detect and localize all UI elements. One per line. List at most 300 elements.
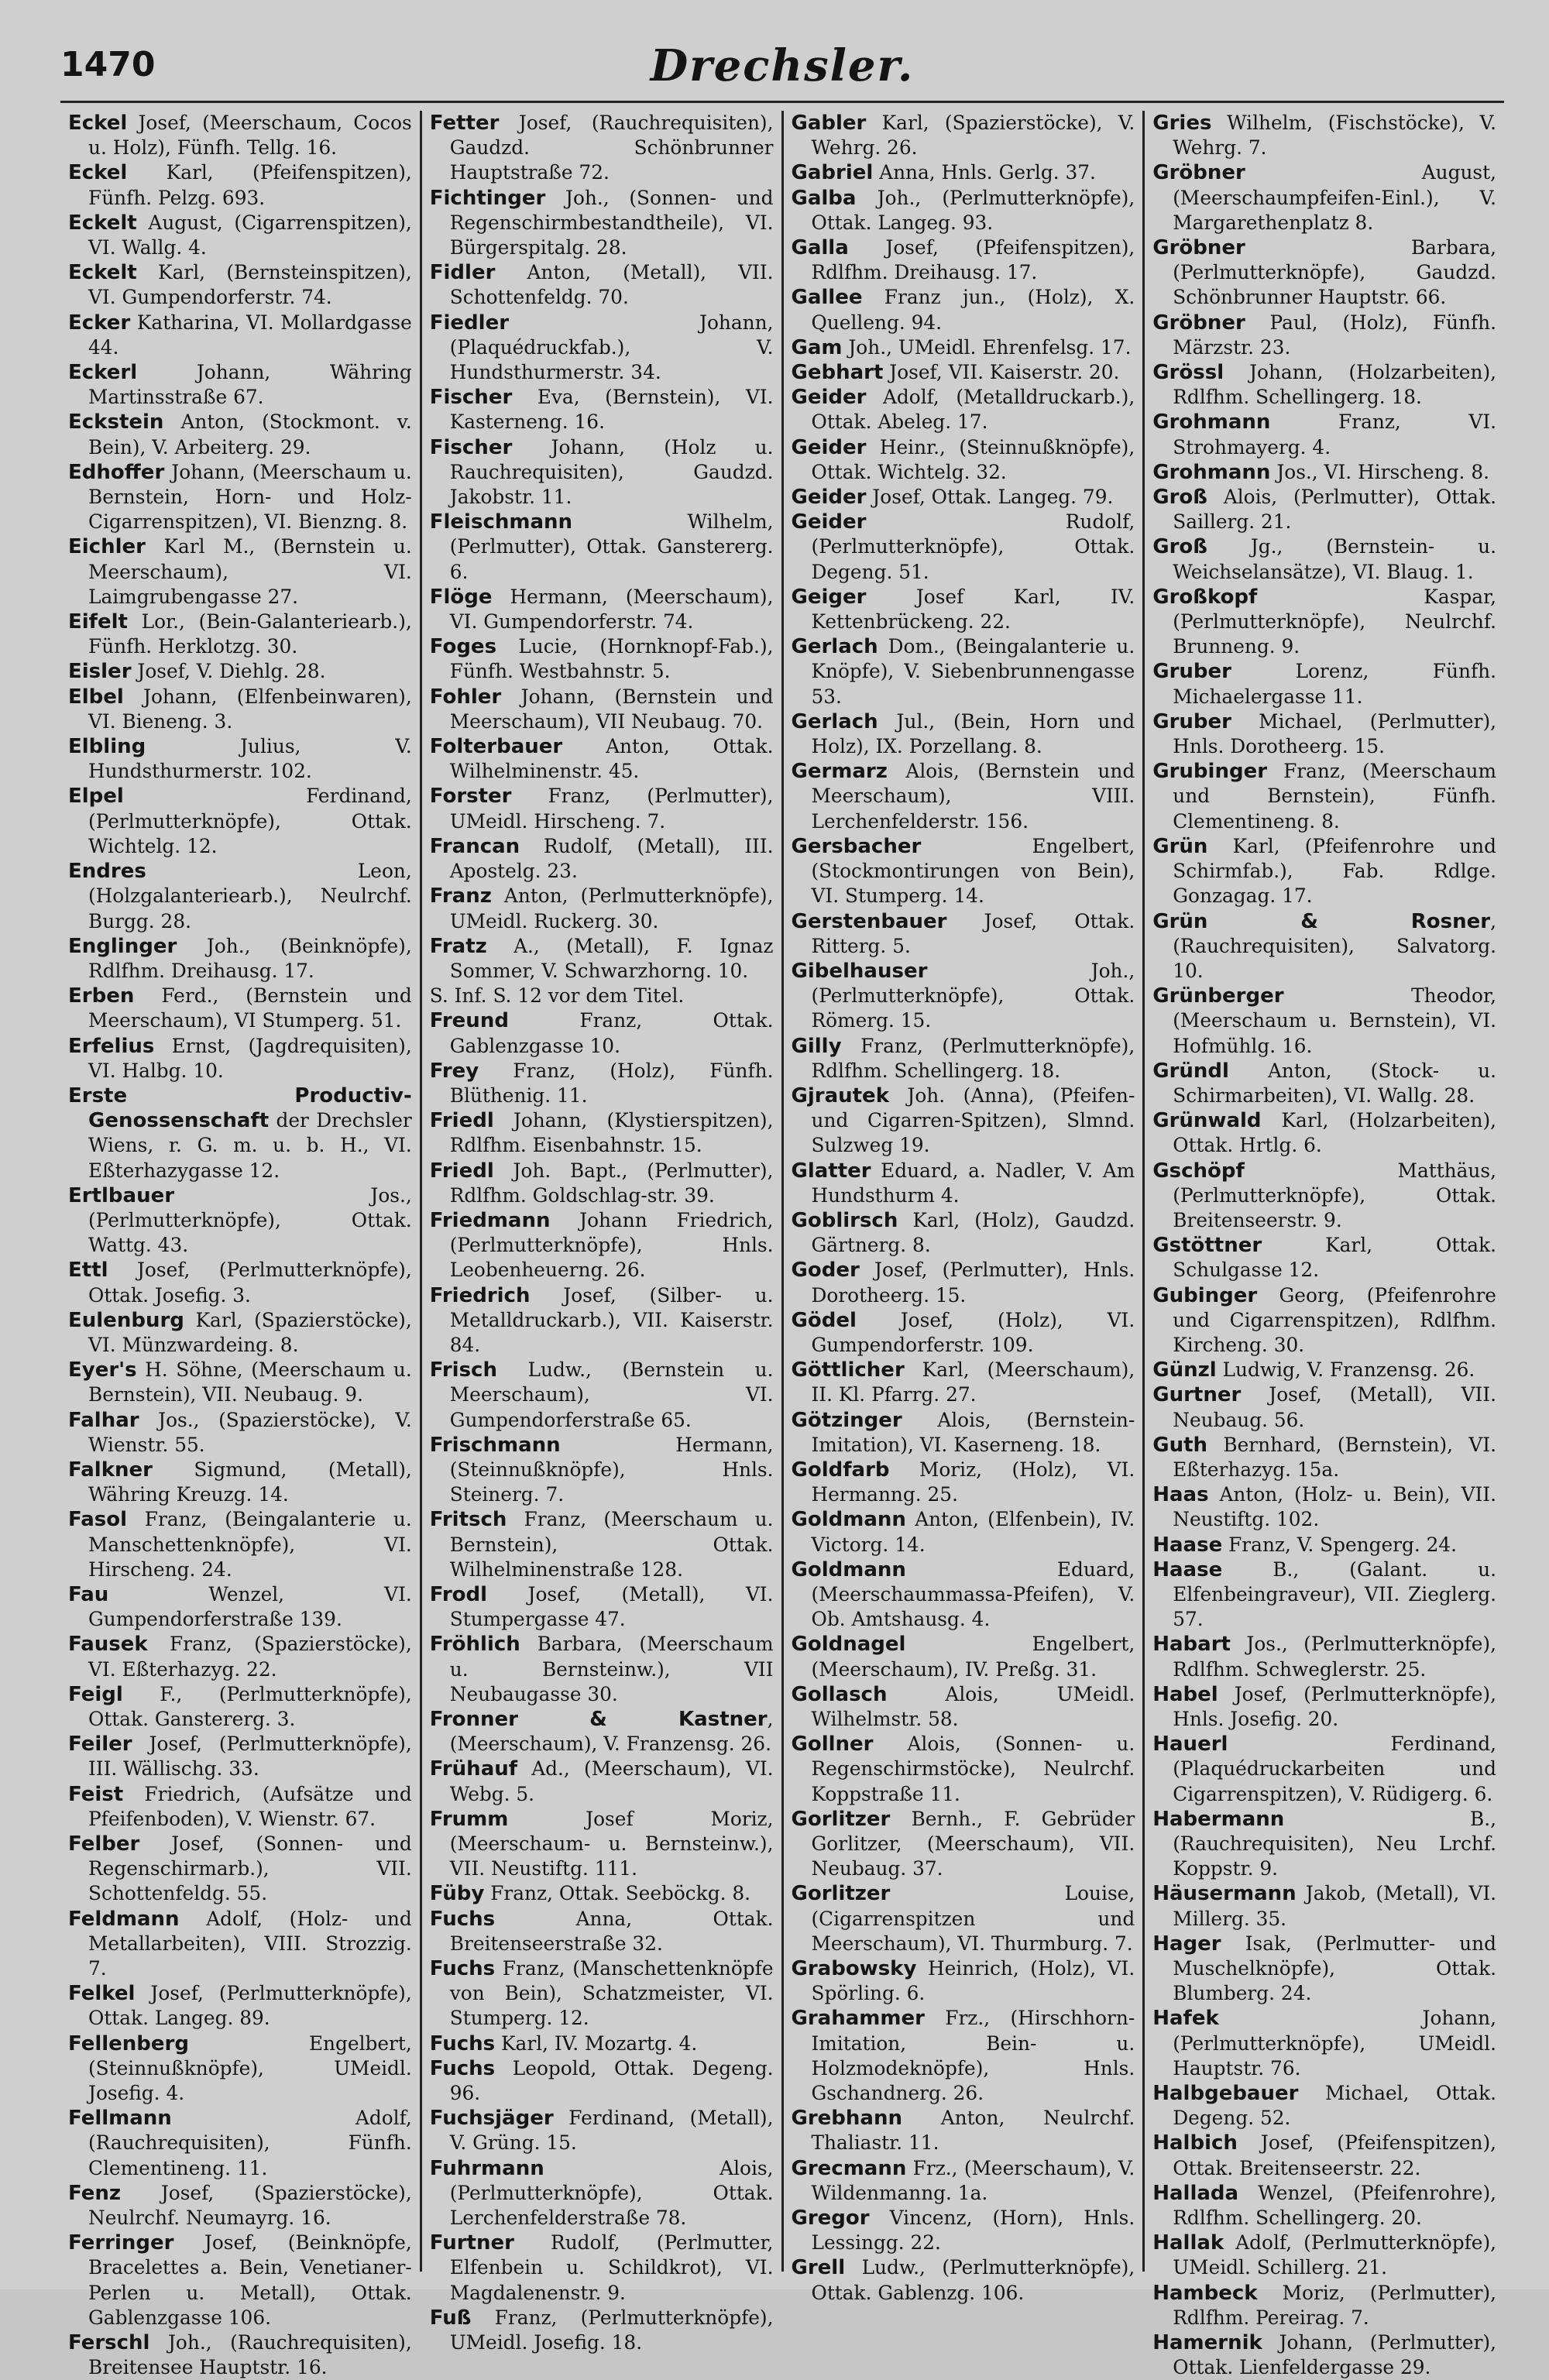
entry-details: Joh., (Perlmutterknöpfe), Ottak. Römerg. 15. <box>811 959 1135 1032</box>
directory-entry <box>792 1732 1135 1807</box>
entry-details: Franz jun., (Holz), X. Quelleng. 94. <box>811 286 1135 334</box>
entry-name: Gabriel <box>791 161 874 185</box>
entry-details: Johann, (Holzarbeiten), Rdlfhm. Schellingerg. 18. <box>1173 361 1496 409</box>
entry-name: Gollasch <box>791 1682 888 1706</box>
entry-name: Elpel <box>68 785 124 809</box>
entry-name: Fuchs <box>429 1957 496 1981</box>
directory-entry <box>430 634 774 684</box>
entry-name: Goblirsch <box>791 1208 898 1232</box>
entry-name: Friedmann <box>429 1208 551 1232</box>
entry-name: Ecker <box>68 311 131 335</box>
directory-entry <box>68 2031 412 2107</box>
entry-details: Josef Moriz, (Meerschaum- u. Bernsteinw.), VII. Neustiftg. 111. <box>449 1807 774 1880</box>
directory-entry <box>68 1582 412 1632</box>
directory-entry <box>68 685 412 734</box>
directory-entry <box>68 1408 412 1458</box>
entry-name: Gjrautek <box>791 1084 889 1108</box>
directory-entry <box>1152 2131 1496 2180</box>
entry-details: Karl, IV. Mozartg. 4. <box>495 2031 698 2055</box>
entry-name: Habart <box>1152 1633 1231 1657</box>
entry-details: Josef, Ottak. Ritterg. 5. <box>811 909 1135 957</box>
directory-entry <box>1152 1108 1496 1158</box>
entry-details: Moriz, (Perlmutter), Rdlfhm. Pereirag. 7. <box>1173 2281 1496 2329</box>
directory-entry <box>1152 834 1496 909</box>
entry-name: Habermann <box>1152 1807 1285 1831</box>
entry-name: Eifelt <box>68 610 128 634</box>
entry-details: , (Meerschaum), V. Franzensg. 26. <box>449 1708 774 1756</box>
directory-entry <box>430 2106 774 2155</box>
directory-entry <box>1152 160 1496 235</box>
column-1 <box>60 111 420 2379</box>
entry-details: Ludw., (Perlmutterknöpfe), Ottak. Gablenzg. 106. <box>811 2256 1135 2304</box>
directory-entry <box>68 1907 412 1982</box>
directory-entry <box>430 311 774 386</box>
directory-entry <box>68 2106 412 2181</box>
entry-details: Josef, VII. Kaiserstr. 20. <box>883 361 1120 384</box>
entry-name: Eisler <box>68 660 132 684</box>
entry-details: Isak, (Perlmutter- und Muschelknöpfe), Ottak. Blumberg. 24. <box>1173 1932 1496 2005</box>
entry-name: Großkopf <box>1152 585 1258 609</box>
entry-name: Halbich <box>1152 2131 1238 2155</box>
entry-name: Frey <box>429 1059 479 1083</box>
entry-details: Jos., VI. Hirscheng. 8. <box>1270 460 1489 483</box>
entry-details: Jos., (Perlmutterknöpfe), Ottak. Wattg. 43. <box>88 1183 412 1257</box>
entry-name: Groß <box>1152 486 1207 510</box>
entry-details: Moriz, (Holz), VI. Hermanng. 25. <box>811 1458 1135 1506</box>
entry-name: Haase <box>1152 1557 1223 1582</box>
directory-entry <box>1152 659 1496 709</box>
directory-entry <box>1152 235 1496 311</box>
entry-name: Fiedler <box>429 311 510 335</box>
entry-name: Eckstein <box>68 410 164 434</box>
entry-name: Hallak <box>1152 2231 1224 2255</box>
entry-name: Goldfarb <box>791 1458 890 1482</box>
directory-entry <box>68 360 412 410</box>
directory-entry <box>1152 1632 1496 1681</box>
entry-name: Eckerl <box>68 361 138 385</box>
entry-details: Rudolf, (Metall), III. Apostelg. 23. <box>449 834 774 883</box>
entry-name: Geiger <box>791 585 867 609</box>
directory-entry <box>792 2206 1135 2255</box>
directory-entry <box>792 1084 1135 1159</box>
directory-entry <box>68 2231 412 2330</box>
entry-name: Ertlbauer <box>68 1183 175 1207</box>
entry-name: Endres <box>68 860 146 884</box>
entry-details: Joh. (Anna), (Pfeifen- und Cigarren-Spitzen), Slmnd. Sulzweg 19. <box>811 1084 1135 1157</box>
entry-details: der Drechsler Wiens, r. G. m. u. b. H., VI. Eßterhazygasse 12. <box>88 1109 412 1182</box>
entry-name: Fuchs <box>429 2056 496 2080</box>
entry-details: Joh. Bapt., (Perlmutter), Rdlfhm. Goldschlag-str. 39. <box>449 1159 774 1207</box>
entry-name: Grössl <box>1152 361 1224 385</box>
entry-name: Felber <box>68 1832 140 1856</box>
entry-details: Georg, (Pfeifenrohre und Cigarrenspitzen), Rdlfhm. Kircheng. 30. <box>1173 1283 1496 1356</box>
entry-details: Franz, VI. Strohmayerg. 4. <box>1173 410 1496 458</box>
entry-name: Geider <box>791 435 867 459</box>
column-4 <box>1142 111 1504 2379</box>
entry-name: Hallada <box>1152 2181 1239 2205</box>
directory-entry <box>792 759 1135 834</box>
entry-details: H. Söhne, (Meerschaum u. Bernstein), VII. Neubaug. 9. <box>88 1358 412 1406</box>
entry-name: Gorlitzer <box>791 1882 891 1906</box>
directory-entry <box>1152 909 1496 984</box>
entry-details: Alois, (Sonnen- u. Regenschirmstöcke), Neulrchf. Koppstraße 11. <box>811 1733 1135 1805</box>
entry-name: Hafek <box>1152 2007 1219 2031</box>
entry-name: Fau <box>68 1582 109 1606</box>
directory-entry <box>430 834 774 884</box>
directory-entry <box>792 1557 1135 1633</box>
directory-entry <box>430 2231 774 2306</box>
directory-entry <box>792 909 1135 959</box>
entry-name: Grell <box>791 2256 846 2280</box>
entry-name: Geider <box>791 386 867 410</box>
entry-name: Günzl <box>1152 1358 1217 1382</box>
entry-details: Lor., (Bein-Galanteriearb.), Fünfh. Herklotzg. 30. <box>88 610 412 658</box>
directory-entry <box>792 585 1135 634</box>
directory-entry <box>430 1159 774 1208</box>
entry-name: Galla <box>791 236 849 260</box>
entry-name: Felkel <box>68 1982 136 2006</box>
directory-entry <box>1152 984 1496 1059</box>
directory-entry <box>430 111 774 186</box>
entry-name: Fritsch <box>429 1508 507 1532</box>
entry-details: Josef, (Rauchrequisiten), Gaudzd. Schönbrunner Hauptstraße 72. <box>449 112 774 184</box>
entry-details: Adolf, (Metalldruckarb.), Ottak. Abeleg. 17. <box>811 386 1135 434</box>
column-2 <box>420 111 781 2354</box>
entry-name: Göttlicher <box>791 1358 905 1382</box>
entry-name: Friedl <box>429 1159 494 1183</box>
directory-entry <box>430 1008 774 1058</box>
directory-entry <box>68 734 412 784</box>
entry-name: Fellmann <box>68 2107 172 2131</box>
entry-name: Grubinger <box>1152 760 1268 784</box>
directory-entry <box>792 1034 1135 1084</box>
entry-details: Katharina, VI. Mollardgasse 44. <box>88 311 412 359</box>
entry-details: Franz, V. Spengerg. 24. <box>1222 1533 1458 1556</box>
directory-entry <box>430 934 774 984</box>
entry-details: Jg., (Bernstein- u. Weichselansätze), VI. Blaug. 1. <box>1173 535 1496 583</box>
entry-name: Grabowsky <box>791 1957 917 1981</box>
entry-name: Gabler <box>791 112 867 135</box>
entry-name: Eckelt <box>68 211 137 235</box>
entry-details: Rudolf, (Perlmutter, Elfenbein u. Schildkrot), VI. Magdalenenstr. 9. <box>449 2231 774 2304</box>
entry-details: Johann, (Bernstein und Meerschaum), VII Neubaug. 70. <box>449 685 774 733</box>
entry-name: Gröbner <box>1152 161 1245 185</box>
entry-details: Engelbert, (Stockmontirungen von Bein), VI. Stumperg. 14. <box>811 834 1135 908</box>
directory-entry <box>1152 534 1496 584</box>
directory-entry <box>68 934 412 984</box>
entry-details: Ernst, (Jagdrequisiten), VI. Halbg. 10. <box>88 1034 412 1082</box>
page-title: Drechsler. <box>650 40 915 91</box>
directory-entry <box>792 435 1135 485</box>
entry-details: Ferdinand, (Perlmutterknöpfe), Ottak. Wichtelg. 12. <box>88 785 412 857</box>
entry-details: Anton, (Elfenbein), IV. Victorg. 14. <box>811 1508 1135 1556</box>
entry-details: Eva, (Bernstein), VI. Kasterneng. 16. <box>449 386 774 434</box>
directory-entry <box>1152 1059 1496 1108</box>
entry-details: Alois, (Perlmutter), Ottak. Saillerg. 21. <box>1173 486 1496 534</box>
directory-entry <box>430 1059 774 1108</box>
entry-details: Anton, (Stock- u. Schirmarbeiten), VI. Wallg. 28. <box>1173 1059 1496 1107</box>
entry-name: Grünberger <box>1152 984 1284 1008</box>
entry-name: Hamernik <box>1152 2331 1262 2355</box>
entry-name: Elbling <box>68 735 146 759</box>
entry-name: Götzinger <box>791 1408 902 1432</box>
entry-details: Johann, (Klystierspitzen), Rdlfhm. Eisenbahnstr. 15. <box>449 1109 774 1157</box>
entry-details: Barbara, (Meerschaum u. Bernsteinw.), VII Neubaugasse 30. <box>449 1633 774 1705</box>
directory-entry <box>68 1258 412 1307</box>
directory-entry <box>1152 1482 1496 1532</box>
entry-details: , (Rauchrequisiten), Salvatorg. 10. <box>1173 909 1496 982</box>
entry-details: Josef, (Metall), VII. Neubaug. 56. <box>1173 1383 1496 1431</box>
directory-entry <box>430 734 774 784</box>
entry-name: Fuchs <box>429 1907 496 1931</box>
directory-entry <box>792 709 1135 759</box>
entry-details: Hermann, (Steinnußknöpfe), Hnls. Steinerg. 7. <box>449 1433 774 1506</box>
entry-name: Eckel <box>68 112 128 135</box>
entry-details: Alois, (Perlmutterknöpfe), Ottak. Lerchenfelderstraße 78. <box>449 2156 774 2230</box>
entry-details: Karl, (Holzarbeiten), Ottak. Hrtlg. 6. <box>1173 1109 1496 1157</box>
entry-details: Johann, (Perlmutterknöpfe), UMeidl. Hauptstr. 76. <box>1173 2007 1496 2079</box>
entry-details: August, (Cigarrenspitzen), VI. Wallg. 4. <box>88 211 412 259</box>
directory-entry <box>68 160 412 210</box>
entry-details: Johann, Währing Martinsstraße 67. <box>88 361 412 409</box>
entry-name: Gallee <box>791 286 863 310</box>
entry-name: Fischer <box>429 386 513 410</box>
directory-entry <box>792 160 1135 185</box>
entry-name: Gibelhauser <box>791 959 928 983</box>
entry-name: Haase <box>1152 1533 1223 1557</box>
entry-details: Heinr., (Steinnußknöpfe), Ottak. Wichtelg. 32. <box>811 435 1135 483</box>
entry-details: Karl, (Holz), Gaudzd. Gärtnerg. 8. <box>811 1208 1135 1257</box>
entry-details: Eduard, (Meerschaummassa-Pfeifen), V. Ob. Amtshausg. 4. <box>811 1557 1135 1631</box>
entry-details: Josef, (Holz), VI. Gumpendorferstr. 109. <box>811 1308 1135 1356</box>
entry-details: Ferd., (Bernstein und Meerschaum), VI Stumperg. 51. <box>88 984 412 1032</box>
directory-entry <box>430 2306 774 2355</box>
directory-entry <box>1152 1932 1496 2007</box>
entry-details: Josef, (Perlmutterknöpfe), III. Wällischg. 33. <box>88 1733 412 1781</box>
entry-details: Friedrich, (Aufsätze und Pfeifenboden), V. Wienstr. 67. <box>88 1782 412 1830</box>
directory-entry <box>68 2330 412 2380</box>
directory-entry <box>1152 2081 1496 2131</box>
entry-name: Gorlitzer <box>791 1807 891 1831</box>
entry-name: Falhar <box>68 1408 139 1432</box>
entry-name: Freund <box>429 1009 509 1033</box>
entry-details: Wenzel, (Pfeifenrohre), Rdlfhm. Schellingerg. 20. <box>1173 2181 1496 2230</box>
directory-entry <box>792 1881 1135 1956</box>
directory-entry <box>1152 460 1496 485</box>
directory-entry <box>68 859 412 934</box>
entry-details: Joh., (Perlmutterknöpfe), Ottak. Langeg. 93. <box>811 186 1135 234</box>
directory-entry <box>792 634 1135 709</box>
entry-details: Joh., (Sonnen- und Regenschirmbestandtheile), VI. Bürgerspitalg. 28. <box>449 186 774 259</box>
directory-entry <box>68 1308 412 1358</box>
directory-entry <box>1152 1807 1496 1882</box>
entry-details: Franz, (Beingalanterie u. Manschettenknöpfe), VI. Hirscheng. 24. <box>88 1508 412 1581</box>
entry-details: Frz., (Hirschhorn-Imitation, Bein- u. Holzmodeknöpfe), Hnls. Gschandnerg. 26. <box>811 2007 1135 2105</box>
entry-details: Franz, (Meerschaum u. Bernstein), Ottak. Wilhelminenstraße 128. <box>449 1508 774 1581</box>
entry-details: Josef, (Metall), VI. Stumpergasse 47. <box>449 1582 774 1631</box>
entry-details: Ludw., (Bernstein u. Meerschaum), VI. Gumpendorferstraße 65. <box>449 1358 774 1431</box>
entry-details: Frz., (Meerschaum), V. Wildenmanng. 1a. <box>811 2156 1135 2204</box>
directory-entry <box>792 385 1135 434</box>
entry-details: Ludwig, V. Franzensg. 26. <box>1216 1358 1475 1382</box>
directory-entry <box>792 2156 1135 2206</box>
entry-name: Glatter <box>791 1159 871 1183</box>
entry-details: Kaspar, (Perlmutterknöpfe), Neulrchf. Brunneng. 9. <box>1173 585 1496 658</box>
entry-name: Eichler <box>68 535 146 559</box>
directory-entry <box>68 534 412 610</box>
entry-details: Josef, (Pfeifenspitzen), Ottak. Breitenseerstr. 22. <box>1173 2131 1496 2179</box>
entry-name: Gries <box>1152 112 1212 135</box>
entry-details: Karl, (Pfeifenrohre und Schirmfab.), Fab. Rdlge. Gonzagag. 17. <box>1173 834 1496 908</box>
directory-entry <box>430 884 774 933</box>
entry-details: Josef, (Beinknöpfe, Bracelettes a. Bein, Venetianer-Perlen u. Metall), Ottak. Gablenzgasse 106. <box>88 2231 412 2329</box>
entry-details: August, (Meerschaumpfeifen-Einl.), V. Margarethenplatz 8. <box>1173 161 1496 234</box>
directory-entry <box>68 1084 412 1183</box>
entry-name: Galba <box>791 186 857 210</box>
entry-details: Anton, (Holz- u. Bein), VII. Neustiftg. 102. <box>1173 1483 1496 1531</box>
entry-name: Furtner <box>429 2231 514 2255</box>
entry-details: B., (Galant. u. Elfenbeingraveur), VII. Zieglerg. 57. <box>1173 1557 1496 1631</box>
directory-entry <box>68 1034 412 1084</box>
directory-entry <box>430 1881 774 1906</box>
directory-entry <box>68 211 412 260</box>
directory-entry <box>792 360 1135 385</box>
entry-name: Fischer <box>429 435 513 459</box>
entry-name: Edhoffer <box>68 460 165 484</box>
entry-name: Folterbauer <box>429 735 563 759</box>
directory-entry <box>792 1956 1135 2006</box>
entry-details: Johann, (Holz u. Rauchrequisiten), Gaudzd. Jakobstr. 11. <box>449 435 774 509</box>
entry-details: Josef, (Perlmutterknöpfe), Ottak. Josefig. 3. <box>88 1259 412 1307</box>
entry-name: Grün <box>1152 834 1208 858</box>
entry-name: Gründl <box>1152 1059 1229 1083</box>
directory-entry <box>68 311 412 360</box>
entry-details: Franz, (Perlmutterknöpfe), UMeidl. Josefig. 18. <box>449 2306 774 2354</box>
entry-details: Bernh., F. Gebrüder Gorlitzer, (Meerschaum), VII. Neubaug. 37. <box>811 1807 1135 1880</box>
entry-name: Hauerl <box>1152 1733 1228 1757</box>
directory-entry <box>430 2156 774 2231</box>
directory-entry <box>792 510 1135 585</box>
directory-entry <box>430 1433 774 1508</box>
directory-entry <box>430 385 774 434</box>
directory-entry <box>430 1807 774 1882</box>
directory-entry <box>792 2106 1135 2155</box>
directory-entry <box>430 510 774 585</box>
entry-details: Josef, (Perlmutterknöpfe), Hnls. Josefig. 20. <box>1173 1682 1496 1730</box>
entry-name: Gröbner <box>1152 311 1245 335</box>
entry-name: Gebhart <box>791 361 884 385</box>
entry-name: Hambeck <box>1152 2281 1258 2305</box>
directory-entry <box>1152 1283 1496 1358</box>
directory-entry <box>792 1807 1135 1882</box>
directory-entry <box>1152 1533 1496 1557</box>
directory-entry <box>430 435 774 510</box>
entry-name: Fuchsjäger <box>429 2107 554 2131</box>
entry-details: Karl, (Meerschaum), II. Kl. Pfarrg. 27. <box>811 1358 1135 1406</box>
entry-name: Grün & Rosner <box>1152 909 1491 933</box>
entry-details: Wenzel, VI. Gumpendorferstraße 139. <box>88 1582 412 1631</box>
column-3 <box>781 111 1143 2304</box>
entry-details: Alois, (Bernstein und Meerschaum), VIII. Lerchenfelderstr. 156. <box>811 760 1135 833</box>
directory-entry <box>1152 585 1496 660</box>
directory-entry <box>430 260 774 310</box>
entry-name: Fenz <box>68 2181 121 2205</box>
entry-name: Guth <box>1152 1433 1208 1457</box>
directory-entry <box>430 1632 774 1707</box>
entry-name: Grohmann <box>1152 460 1271 484</box>
directory-entry <box>1152 1682 1496 1732</box>
entry-name: Halbgebauer <box>1152 2082 1299 2106</box>
directory-entry <box>792 1208 1135 1258</box>
directory-entry <box>68 1981 412 2031</box>
entry-details: Josef, (Silber- u. Metalldruckarb.), VII. Kaiserstr. 84. <box>449 1283 774 1356</box>
entry-name: Erfelius <box>68 1034 155 1058</box>
entry-details: Louise, (Cigarrenspitzen und Meerschaum), VI. Thurmburg. 7. <box>811 1882 1135 1955</box>
directory-entry <box>1152 2330 1496 2380</box>
entry-name: Goldnagel <box>791 1633 906 1657</box>
entry-name: Elbel <box>68 685 124 709</box>
entry-name: Grebhann <box>791 2107 902 2131</box>
directory-entry <box>1152 410 1496 459</box>
entry-details: Leopold, Ottak. Degeng. 96. <box>449 2056 774 2105</box>
entry-details: Ferdinand, (Metall), V. Grüng. 15. <box>449 2107 774 2155</box>
entry-name: Erben <box>68 984 135 1008</box>
entry-name: Gollner <box>791 1733 874 1757</box>
entry-name: Feiler <box>68 1733 132 1757</box>
entry-name: Groß <box>1152 535 1207 559</box>
entry-details: Franz, (Perlmutterknöpfe), Rdlfhm. Schellingerg. 18. <box>811 1034 1135 1082</box>
entry-name: Gruber <box>1152 709 1231 733</box>
directory-entry <box>68 1458 412 1507</box>
page-number: 1470 <box>60 45 156 84</box>
entry-name: Fuß <box>429 2306 472 2330</box>
directory-entry <box>1152 1881 1496 1931</box>
entry-details: F., (Perlmutterknöpfe), Ottak. Ganstererg. 3. <box>88 1682 412 1730</box>
entry-details: Anton, Neulrchf. Thaliastr. 11. <box>811 2107 1135 2155</box>
directory-entry <box>792 1408 1135 1458</box>
entry-name: Eyer's <box>68 1358 137 1382</box>
entry-name: Fohler <box>429 685 502 709</box>
entry-details: Paul, (Holz), Fünfh. Märzstr. 23. <box>1173 311 1496 359</box>
directory-entry <box>430 1757 774 1806</box>
entry-name: Grohmann <box>1152 410 1271 434</box>
directory-entry <box>68 1358 412 1407</box>
entry-details: B., (Rauchrequisiten), Neu Lrchf. Koppstr. 9. <box>1173 1807 1496 1880</box>
entry-name: Geider <box>791 510 867 534</box>
entry-details: Franz, (Holz), Fünfh. Blüthenig. 11. <box>449 1059 774 1107</box>
entry-name: Fidler <box>429 261 496 285</box>
directory-entry <box>792 235 1135 285</box>
directory-entry <box>430 1507 774 1582</box>
entry-details: Johann, (Elfenbeinwaren), VI. Bieneng. 3. <box>88 685 412 733</box>
entry-details: Karl, (Spazierstöcke), V. Wehrg. 26. <box>811 112 1135 160</box>
entry-name: Gregor <box>791 2207 870 2231</box>
directory-entry <box>1152 1382 1496 1432</box>
directory-entry <box>792 111 1135 160</box>
entry-details: Anton, Ottak. Wilhelminenstr. 45. <box>449 735 774 783</box>
entry-details: Franz, (Meerschaum und Bernstein), Fünfh. Clementineng. 8. <box>1173 760 1496 833</box>
entry-name: Grünwald <box>1152 1109 1262 1133</box>
directory-entry <box>430 685 774 734</box>
entry-details: Franz, (Spazierstöcke), VI. Eßterhazyg. 22. <box>88 1633 412 1681</box>
directory-entry <box>430 1582 774 1632</box>
entry-name: Gschöpf <box>1152 1159 1245 1183</box>
directory-entry <box>68 1732 412 1781</box>
entry-details: Julius, V. Hundsthurmerstr. 102. <box>88 735 412 783</box>
entry-name: Goldmann <box>791 1557 906 1582</box>
directory-entry <box>68 260 412 310</box>
entry-details: Lucie, (Hornknopf-Fab.), Fünfh. Westbahnstr. 5. <box>449 635 774 683</box>
